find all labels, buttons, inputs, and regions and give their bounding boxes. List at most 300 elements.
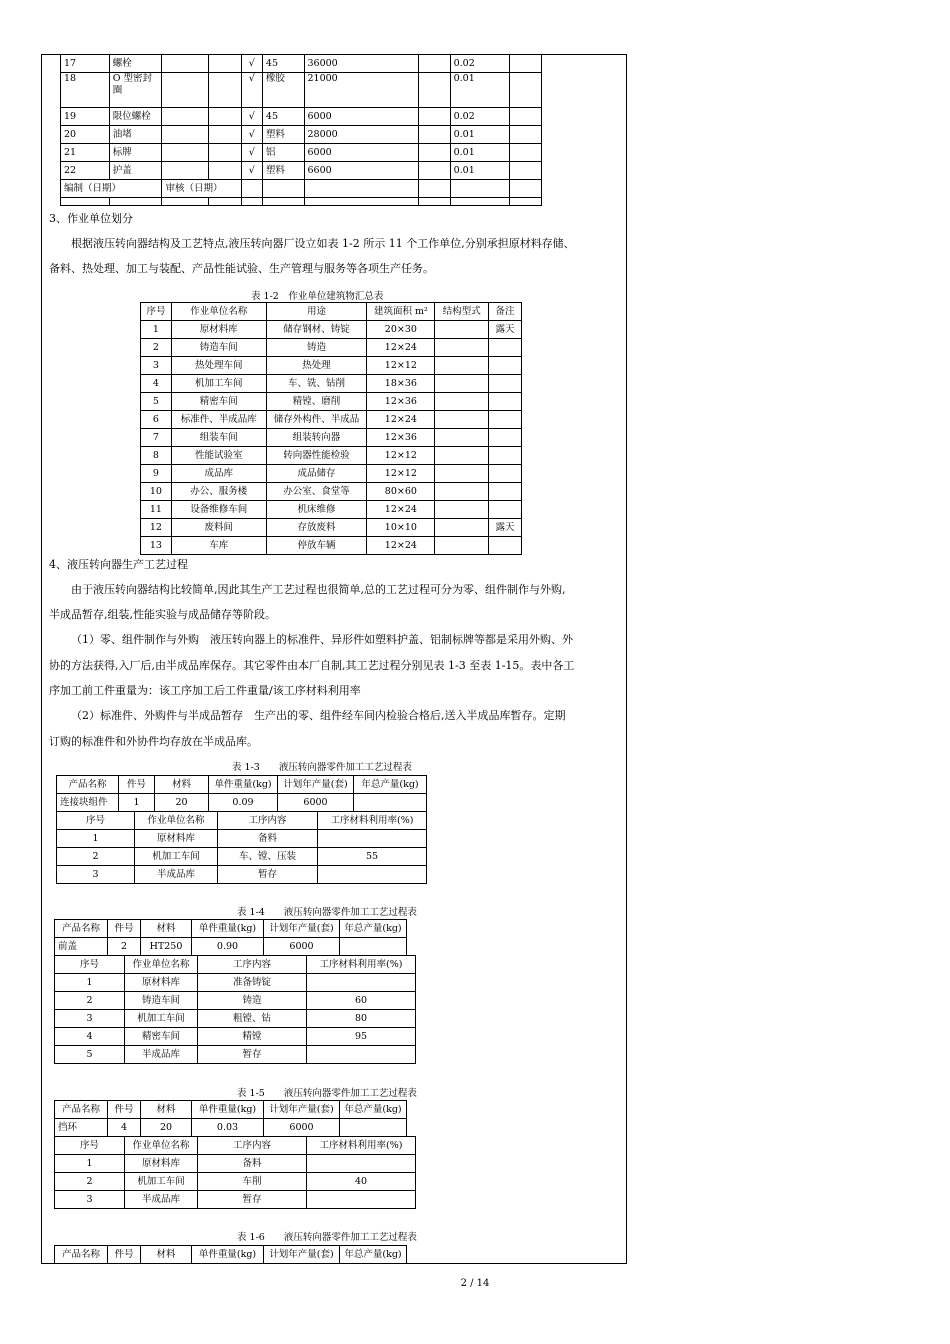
table-cell: 产品名称 — [57, 776, 119, 794]
table-cell: √ — [241, 162, 262, 180]
table-cell: 1 — [141, 321, 172, 339]
table-cell: 件号 — [108, 920, 141, 938]
table-cell — [209, 126, 241, 144]
table-cell: 工序内容 — [198, 1137, 307, 1155]
table-cell: 性能试验室 — [171, 447, 266, 465]
table-cell: 件号 — [108, 1246, 141, 1264]
table-row — [141, 519, 522, 537]
table-cell — [435, 357, 489, 375]
table-cell — [419, 162, 450, 180]
table-cell: 计划年产量(套) — [264, 1246, 340, 1264]
table-cell: 计划年产量(套) — [264, 920, 340, 938]
table-cell: 3 — [141, 357, 172, 375]
table-cell: 年总产量(kg) — [340, 1101, 407, 1119]
table-row — [141, 321, 522, 339]
table-cell: 办公室、食堂等 — [266, 483, 367, 501]
table-cell: 塑料 — [262, 126, 304, 144]
table-cell — [489, 357, 522, 375]
table-cell: 铸造车间 — [125, 992, 198, 1010]
table-cell — [510, 108, 542, 126]
table-cell: HT250 — [141, 938, 192, 956]
table-cell: 工序材料利用率(%) — [307, 1137, 416, 1155]
table-cell: 连接块组件 — [57, 794, 119, 812]
table-cell: 3 — [57, 866, 135, 884]
table-cell — [419, 73, 450, 108]
table-cell: 铸造 — [266, 339, 367, 357]
table-cell: 精镗 — [198, 1028, 307, 1046]
table-cell: 2 — [141, 339, 172, 357]
table-row — [55, 1173, 416, 1191]
table-cell: √ — [241, 126, 262, 144]
table-cell — [162, 73, 209, 108]
table-cell: 12×12 — [367, 357, 435, 375]
table-cell: 10 — [141, 483, 172, 501]
table-cell: 编制（日期） — [61, 180, 162, 198]
table-row — [55, 938, 407, 956]
table-cell — [318, 830, 427, 848]
table-cell — [109, 198, 162, 206]
table-cell: √ — [241, 55, 262, 73]
table-cell — [162, 55, 209, 73]
table-cell — [489, 429, 522, 447]
table-cell: 工序材料利用率(%) — [318, 812, 427, 830]
table-cell: 材料 — [155, 776, 209, 794]
table-cell — [510, 180, 542, 198]
table-cell: 3 — [55, 1191, 125, 1209]
table-cell: 12 — [141, 519, 172, 537]
part-name-cell: 限位螺栓 — [109, 108, 162, 126]
table-cell — [435, 537, 489, 555]
table-cell: 12×12 — [367, 447, 435, 465]
table-row — [55, 992, 416, 1010]
section-3-heading: 3、作业单位划分 — [49, 212, 133, 225]
table-cell — [162, 162, 209, 180]
table-cell — [510, 126, 542, 144]
table-header-row — [55, 1101, 407, 1119]
table-cell: 2 — [108, 938, 141, 956]
table-cell — [162, 198, 209, 206]
table-cell: 审核（日期） — [162, 180, 241, 198]
table-cell: 铝 — [262, 144, 304, 162]
table-cell: 8 — [141, 447, 172, 465]
table-cell: 7 — [141, 429, 172, 447]
table-cell: 精镗、磨削 — [266, 393, 367, 411]
table-cell — [450, 198, 510, 206]
table-cell: 塑料 — [262, 162, 304, 180]
table-cell: 1 — [55, 1155, 125, 1173]
table-cell: 组装车间 — [171, 429, 266, 447]
table-cell: 序号 — [55, 1137, 125, 1155]
table-cell: 前盖 — [55, 938, 108, 956]
table-cell: 半成品库 — [125, 1046, 198, 1064]
table-cell: 暂存 — [218, 866, 318, 884]
table-cell — [435, 375, 489, 393]
table-cell — [209, 198, 241, 206]
table-cell: 标准件、半成品库 — [171, 411, 266, 429]
part-name-cell: 螺栓 — [109, 55, 162, 73]
table-cell: 作业单位名称 — [135, 812, 218, 830]
table-cell — [435, 501, 489, 519]
table-cell: 作业单位名称 — [171, 303, 266, 321]
table-cell: 组装转向器 — [266, 429, 367, 447]
table-1-3-info — [56, 775, 427, 812]
table-cell: 80 — [307, 1010, 416, 1028]
parts-table — [60, 54, 542, 206]
table-cell: 序号 — [141, 303, 172, 321]
table-cell — [489, 375, 522, 393]
t15-caption: 表 1-5 液压转向器零件加工工艺过程表 — [237, 1088, 417, 1099]
table-cell — [318, 866, 427, 884]
table-row — [55, 1028, 416, 1046]
table-cell: 件号 — [119, 776, 155, 794]
table-cell: 2 — [55, 992, 125, 1010]
table-cell — [435, 429, 489, 447]
table-cell: 0.01 — [450, 144, 510, 162]
table-1-5-info — [54, 1100, 407, 1137]
table-cell: 12×36 — [367, 429, 435, 447]
table-cell: 20 — [155, 794, 209, 812]
table-cell — [262, 180, 304, 198]
table-cell: 车库 — [171, 537, 266, 555]
table-cell: 材料 — [141, 1101, 192, 1119]
part-name-cell: 护盖 — [109, 162, 162, 180]
table-cell: 储存钢材、铸锭 — [266, 321, 367, 339]
table-cell: 废料间 — [171, 519, 266, 537]
table-cell — [304, 198, 419, 206]
table-cell: 45 — [262, 108, 304, 126]
table-cell: 17 — [61, 55, 110, 73]
table-row — [141, 375, 522, 393]
table-row — [55, 1155, 416, 1173]
table-cell — [162, 108, 209, 126]
table-cell: 单件重量(kg) — [192, 1101, 264, 1119]
table-cell: 机加工车间 — [125, 1173, 198, 1191]
table-cell: 2 — [57, 848, 135, 866]
table-cell: 原材料库 — [171, 321, 266, 339]
table-cell: 设备维修车间 — [171, 501, 266, 519]
table-cell: 年总产量(kg) — [340, 1246, 407, 1264]
table-cell — [162, 144, 209, 162]
table-cell: 5 — [141, 393, 172, 411]
table-cell: 机加工车间 — [171, 375, 266, 393]
table-cell — [435, 339, 489, 357]
table-cell: 1 — [57, 830, 135, 848]
table-cell — [262, 198, 304, 206]
section-4-line: 订购的标准件和外协件均存放在半成品库。 — [49, 735, 258, 748]
table-row — [141, 483, 522, 501]
table-cell: 备料 — [218, 830, 318, 848]
table-cell: 12×24 — [367, 501, 435, 519]
table-cell: 成品储存 — [266, 465, 367, 483]
table-cell: 28000 — [304, 126, 419, 144]
table-cell — [489, 483, 522, 501]
table-row — [57, 866, 427, 884]
table-cell — [510, 73, 542, 108]
section-4-heading: 4、液压转向器生产工艺过程 — [49, 558, 188, 571]
table-cell: 存放废料 — [266, 519, 367, 537]
table-cell — [489, 339, 522, 357]
table-row — [141, 339, 522, 357]
table-cell: 精密车间 — [125, 1028, 198, 1046]
table-cell — [209, 73, 241, 108]
table-cell: 6000 — [304, 108, 419, 126]
table-cell: 暂存 — [198, 1191, 307, 1209]
table-1-3-steps — [56, 811, 427, 884]
table-cell — [419, 180, 450, 198]
table-1-2 — [140, 302, 522, 555]
table-header-row — [55, 1246, 407, 1264]
table-cell: 热处理车间 — [171, 357, 266, 375]
table-cell: 6000 — [304, 144, 419, 162]
table-row — [141, 411, 522, 429]
section-3-paragraph-cont: 备料、热处理、加工与装配、产品性能试验、生产管理与服务等各项生产任务。 — [49, 262, 434, 275]
table-cell: 21 — [61, 144, 110, 162]
table-cell: 暂存 — [198, 1046, 307, 1064]
table-cell: 20 — [141, 1119, 192, 1137]
table-cell: 橡胶 — [262, 73, 304, 108]
table-cell: 0.90 — [192, 938, 264, 956]
table-cell: 21000 — [304, 73, 419, 108]
table-cell — [419, 126, 450, 144]
table-header-row — [141, 303, 522, 321]
table-cell: 60 — [307, 992, 416, 1010]
table-cell — [510, 55, 542, 73]
table-cell: 备料 — [198, 1155, 307, 1173]
table-row — [57, 794, 427, 812]
table-cell: 0.09 — [209, 794, 278, 812]
table-cell: 年总产量(kg) — [340, 920, 407, 938]
table-cell — [489, 537, 522, 555]
table-cell: 产品名称 — [55, 920, 108, 938]
table-footer-row — [61, 180, 542, 198]
table-cell: 12×24 — [367, 537, 435, 555]
table-row — [141, 501, 522, 519]
table-row — [141, 393, 522, 411]
table-cell: 铸造车间 — [171, 339, 266, 357]
table-cell: 热处理 — [266, 357, 367, 375]
table-cell: 计划年产量(套) — [264, 1101, 340, 1119]
table-row — [61, 144, 542, 162]
table-1-4-info — [54, 919, 407, 956]
table-cell: 1 — [55, 974, 125, 992]
table-cell — [510, 144, 542, 162]
table-cell: 0.01 — [450, 162, 510, 180]
table-cell — [489, 501, 522, 519]
table-cell: 车、铣、钻削 — [266, 375, 367, 393]
table-cell: 精密车间 — [171, 393, 266, 411]
table-cell: 55 — [318, 848, 427, 866]
table-row — [55, 1191, 416, 1209]
table-cell: 9 — [141, 465, 172, 483]
table-cell: 结构型式 — [435, 303, 489, 321]
table-1-6-info — [54, 1245, 407, 1264]
table-cell: 20×30 — [367, 321, 435, 339]
part-name-cell: O 型密封 圈 — [109, 73, 162, 108]
table-row — [141, 465, 522, 483]
table-cell: 车、镗、压装 — [218, 848, 318, 866]
table-cell — [241, 180, 262, 198]
table-cell — [489, 465, 522, 483]
table-cell: √ — [241, 108, 262, 126]
table-row — [55, 1119, 407, 1137]
table-cell — [419, 108, 450, 126]
table-row — [57, 848, 427, 866]
table-cell — [307, 1046, 416, 1064]
table-cell: 6000 — [278, 794, 354, 812]
t16-caption: 表 1-6 液压转向器零件加工工艺过程表 — [237, 1232, 417, 1243]
table-cell — [510, 198, 542, 206]
table-row — [55, 1010, 416, 1028]
table-1-2-caption: 表 1-2 作业单位建筑物汇总表 — [251, 291, 384, 302]
table-cell: 12×24 — [367, 411, 435, 429]
table-cell: 产品名称 — [55, 1101, 108, 1119]
table-cell: 45 — [262, 55, 304, 73]
table-cell: 序号 — [55, 956, 125, 974]
table-row — [61, 55, 542, 73]
table-cell: 件号 — [108, 1101, 141, 1119]
table-cell: 工序材料利用率(%) — [307, 956, 416, 974]
table-cell: 22 — [61, 162, 110, 180]
section-4-line: 半成品暂存,组装,性能实验与成品储存等阶段。 — [49, 608, 276, 621]
table-cell: 4 — [108, 1119, 141, 1137]
table-cell: 作业单位名称 — [125, 1137, 198, 1155]
t14-caption: 表 1-4 液压转向器零件加工工艺过程表 — [237, 907, 417, 918]
section-4-line: 由于液压转向器结构比较简单,因此其生产工艺过程也很简单,总的工艺过程可分为零、组件制作与外购, — [71, 583, 566, 596]
table-cell — [450, 180, 510, 198]
table-cell: 0.01 — [450, 73, 510, 108]
section-4-line: 协的方法获得,入厂后,由半成品库保存。其它零件由本厂自制,其工艺过程分别见表 1-3 至表 1-15。表中各工 — [49, 659, 575, 672]
table-cell: 单件重量(kg) — [192, 1246, 264, 1264]
table-cell: 5 — [55, 1046, 125, 1064]
table-cell: 原材料库 — [125, 974, 198, 992]
table-header-row — [55, 956, 416, 974]
table-cell: 2 — [55, 1173, 125, 1191]
section-3-paragraph: 根据液压转向器结构及工艺特点,液压转向器厂设立如表 1-2 所示 11 个工作单位,分别承担原材料存储、 — [71, 237, 575, 250]
table-cell: 机加工车间 — [135, 848, 218, 866]
table-cell: 准备铸锭 — [198, 974, 307, 992]
table-cell: 半成品库 — [135, 866, 218, 884]
table-cell — [241, 198, 262, 206]
table-cell: 露天 — [489, 519, 522, 537]
table-cell: 用途 — [266, 303, 367, 321]
table-cell: 1 — [119, 794, 155, 812]
section-4-line: 序加工前工件重量为：该工序加工后工件重量/该工序材料利用率 — [49, 684, 361, 697]
page-number: 2 / 14 — [460, 1278, 490, 1289]
table-cell: 10×10 — [367, 519, 435, 537]
table-cell: 作业单位名称 — [125, 956, 198, 974]
table-cell: 挡环 — [55, 1119, 108, 1137]
table-cell — [307, 974, 416, 992]
table-cell: 单件重量(kg) — [209, 776, 278, 794]
table-cell: 36000 — [304, 55, 419, 73]
table-cell: 机床维修 — [266, 501, 367, 519]
table-cell — [435, 519, 489, 537]
table-cell: 储存外构件、半成品 — [266, 411, 367, 429]
table-cell: 80×60 — [367, 483, 435, 501]
table-cell: 办公、服务楼 — [171, 483, 266, 501]
table-row — [61, 198, 542, 206]
table-cell: 4 — [141, 375, 172, 393]
table-cell: 半成品库 — [125, 1191, 198, 1209]
table-cell: 6000 — [264, 1119, 340, 1137]
table-cell: 单件重量(kg) — [192, 920, 264, 938]
table-cell: 年总产量(kg) — [354, 776, 427, 794]
table-cell — [435, 411, 489, 429]
table-cell — [419, 55, 450, 73]
table-cell — [489, 447, 522, 465]
table-cell: 计划年产量(套) — [278, 776, 354, 794]
table-cell — [435, 465, 489, 483]
table-cell — [304, 180, 419, 198]
table-cell: 备注 — [489, 303, 522, 321]
table-cell — [354, 794, 427, 812]
table-cell: 工序内容 — [198, 956, 307, 974]
table-cell: 12×12 — [367, 465, 435, 483]
table-header-row — [55, 1137, 416, 1155]
table-cell: 0.01 — [450, 126, 510, 144]
table-cell: 产品名称 — [55, 1246, 108, 1264]
table-cell: 3 — [55, 1010, 125, 1028]
table-1-5-steps — [54, 1136, 416, 1209]
table-cell — [489, 393, 522, 411]
table-row — [61, 126, 542, 144]
table-1-4-steps — [54, 955, 416, 1064]
t13-caption: 表 1-3 液压转向器零件加工工艺过程表 — [232, 762, 412, 773]
table-cell: 粗镗、钻 — [198, 1010, 307, 1028]
table-cell — [209, 55, 241, 73]
table-cell — [209, 108, 241, 126]
table-row — [57, 830, 427, 848]
table-cell: 18×36 — [367, 375, 435, 393]
table-cell — [209, 144, 241, 162]
table-cell — [307, 1191, 416, 1209]
table-cell — [435, 321, 489, 339]
table-cell: 13 — [141, 537, 172, 555]
table-cell: 车削 — [198, 1173, 307, 1191]
table-header-row — [55, 920, 407, 938]
table-cell: 转向器性能检验 — [266, 447, 367, 465]
table-cell — [61, 198, 110, 206]
table-row — [141, 357, 522, 375]
table-row — [61, 73, 542, 108]
table-cell: √ — [241, 144, 262, 162]
table-cell: 19 — [61, 108, 110, 126]
table-cell — [419, 144, 450, 162]
table-cell: 0.02 — [450, 108, 510, 126]
table-cell: 6 — [141, 411, 172, 429]
part-name-cell: 油堵 — [109, 126, 162, 144]
table-row — [141, 429, 522, 447]
table-cell: 停放车辆 — [266, 537, 367, 555]
table-row — [61, 108, 542, 126]
table-cell — [435, 483, 489, 501]
table-cell — [340, 1119, 407, 1137]
table-row — [141, 537, 522, 555]
table-cell: 0.03 — [192, 1119, 264, 1137]
section-4-line: （1）零、组件制作与外购 液压转向器上的标准件、异形件如塑料护盖、铝制标牌等都是采用外购、外 — [71, 633, 573, 646]
table-cell: 18 — [61, 73, 110, 108]
table-cell: 4 — [55, 1028, 125, 1046]
table-cell — [510, 162, 542, 180]
table-cell: 原材料库 — [135, 830, 218, 848]
table-cell: 40 — [307, 1173, 416, 1191]
table-cell: 机加工车间 — [125, 1010, 198, 1028]
table-row — [55, 974, 416, 992]
table-row — [61, 162, 542, 180]
section-4-line: （2）标准件、外购件与半成品暂存 生产出的零、组件经车间内检验合格后,送入半成品库暂存。定期 — [71, 709, 566, 722]
table-cell — [209, 162, 241, 180]
table-cell: 12×24 — [367, 339, 435, 357]
